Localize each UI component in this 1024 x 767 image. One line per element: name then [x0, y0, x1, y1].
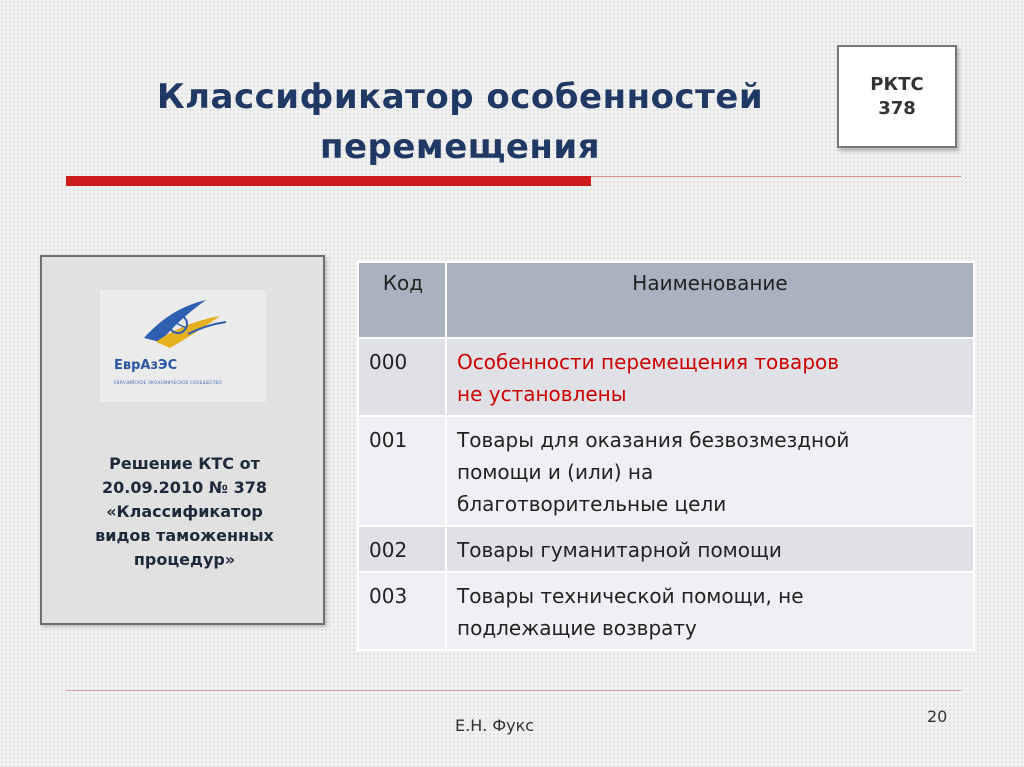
row-name-line: помощи и (или) на [457, 460, 654, 484]
decision-line: процедур» [133, 550, 236, 569]
table-row [358, 338, 974, 416]
classifier-table [357, 261, 975, 651]
logo-text: ЕврАзЭС [114, 358, 178, 373]
eurasec-logo [100, 290, 266, 402]
decision-panel [40, 255, 325, 625]
column-header-code: Код [358, 262, 446, 338]
eurasec-logo-icon [100, 290, 266, 402]
title-line-1: Классификатор особенностей [156, 77, 764, 117]
decision-text [52, 452, 317, 572]
decision-line: «Классификатор [106, 502, 263, 521]
row-code: 002 [358, 526, 446, 572]
document-badge [837, 45, 957, 148]
decision-line: 20.09.2010 № 378 [101, 478, 267, 497]
column-header-name: Наименование [446, 262, 974, 338]
row-code: 001 [358, 416, 446, 526]
badge-line-2: 378 [878, 97, 916, 119]
row-name [446, 526, 974, 572]
row-name-line: благотворительные цели [457, 492, 727, 516]
page-number: 20 [927, 707, 948, 726]
table-row [358, 572, 974, 650]
row-name-line: не установлены [457, 382, 627, 406]
table-row [358, 526, 974, 572]
logo-subtitle: ЕВРАЗИЙСКОЕ ЭКОНОМИЧЕСКОЕ СООБЩЕСТВО [114, 380, 222, 385]
footer-divider [66, 690, 961, 691]
row-name-line: Товары гуманитарной помощи [457, 538, 782, 562]
row-name-line: Товары технической помощи, не [457, 584, 804, 608]
row-code: 000 [358, 338, 446, 416]
page-title [100, 72, 820, 172]
title-line-2: перемещения [319, 127, 601, 167]
badge-line-1: РКТС [870, 73, 924, 95]
decision-line: Решение КТС от [109, 454, 260, 473]
row-name-line: подлежащие возврату [457, 616, 697, 640]
title-underline-bar [66, 176, 591, 186]
row-name [446, 338, 974, 416]
decision-line: видов таможенных [95, 526, 274, 545]
table-row [358, 416, 974, 526]
title-underline-thin [591, 176, 961, 177]
row-name [446, 572, 974, 650]
row-name-line: Товары для оказания безвозмездной [457, 428, 850, 452]
row-code: 003 [358, 572, 446, 650]
author-name: Е.Н. Фукс [455, 716, 535, 735]
table-header-row [358, 262, 974, 338]
row-name-line: Особенности перемещения товаров [457, 350, 840, 374]
row-name [446, 416, 974, 526]
